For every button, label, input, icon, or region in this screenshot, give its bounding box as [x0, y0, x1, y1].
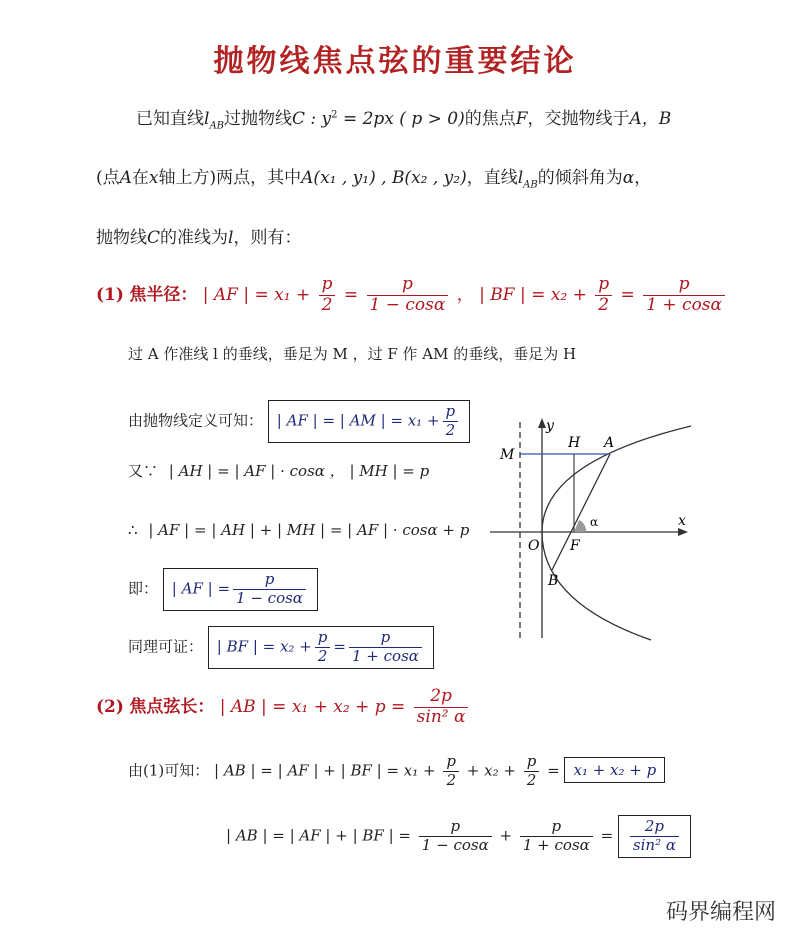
section-1-label: (1): [96, 284, 124, 305]
step-perpendiculars: 过 A 作准线 l 的垂线，垂足为 M ，过 F 作 AM 的垂线，垂足为 H: [128, 345, 577, 363]
bf-formula-lhs: | BF | = x₂ +: [479, 284, 587, 305]
intro-text: 已知直线: [136, 109, 204, 129]
x-axis-arrow-icon: [678, 528, 688, 536]
x-axis-name: x: [148, 168, 159, 188]
intro-text: ，则有：: [233, 228, 302, 248]
boxed-af-am: | AF | = | AM | = x₁ + $\frac{p}{2}$: [268, 400, 470, 443]
boxed-bf-result: | BF | = x₂ + $\frac{p}{2}$ = $\frac{p}{1 + \cos\alpha}$: [208, 626, 434, 669]
parabola-diagram: [486, 412, 696, 650]
intro-text: ，交抛物线于: [527, 109, 630, 129]
intro-text: 在: [131, 168, 149, 188]
boxed-x1-x2-p: x₁ + x₂ + p: [564, 757, 665, 783]
intro-line-2: (点A在x轴上方)两点，其中A(x₁ , y₁) , B(x₂ , y₂)，直线$l_{AB}$的倾斜角为α，: [96, 168, 652, 191]
ab-formula-lhs: | AB | = x₁ + x₂ + p =: [219, 696, 406, 717]
y-axis-label: y: [546, 418, 554, 434]
point-b-label: B: [548, 573, 559, 589]
point-m-label: M: [500, 447, 515, 463]
watermark: 码界编程网: [665, 900, 776, 925]
fraction-p-over-2: $\frac{p}{2}$: [595, 276, 612, 315]
step-definition: 由抛物线定义可知： | AF | = | AM | = x₁ + $\frac{p}{2}$: [128, 400, 470, 443]
intro-text: 的焦点: [464, 109, 516, 129]
fraction-2p-over-sin2: $\frac{2p}{\text{sin² α}}$: [414, 688, 469, 727]
step-because: 又∵ | AH | = | AF | · cosα ， | MH | = p: [128, 462, 430, 480]
intro-line-3: [96, 223, 301, 248]
coords: A(x₁ , y₁) , B(x₂ , y₂): [301, 168, 467, 188]
intro-text: 过抛物线: [224, 109, 293, 129]
page-title: 抛物线焦点弦的重要结论: [213, 44, 577, 79]
point-a-label: A: [604, 435, 615, 451]
fraction-p-over-1-minus-cos: $\frac{p}{1 - \cos\alpha}$: [367, 276, 449, 315]
line-subscript: AB: [209, 120, 225, 132]
step-ab-trig: | AB | = | AF | + | BF | = $\frac{p}{1 - \cos\alpha}$ + $\frac{p}{1 + \cos\alpha}$ = $\frac{2p}{\text{sin² α}}$: [226, 815, 691, 858]
boxed-2p-over-sin2: $\frac{2p}{\text{sin² α}}$: [618, 815, 691, 858]
focus-f: F: [515, 109, 528, 129]
line-l: l: [517, 168, 524, 188]
parabola-curve: [542, 426, 691, 640]
section-2-title: 焦点弦长：: [129, 696, 215, 717]
focal-chord: [552, 454, 610, 570]
intro-text: 抛物线: [96, 228, 147, 248]
intro-text: 轴上方)两点，其中: [158, 168, 302, 188]
section-2-heading: [96, 688, 471, 727]
step-result-af: 即： | AF | = $\frac{p}{1 - \cos\alpha}$: [128, 568, 318, 611]
fraction-p-over-1-plus-cos: $\frac{p}{1 + \cos\alpha}$: [643, 276, 725, 315]
intro-text: 的倾斜角为: [537, 168, 623, 188]
section-2-label: (2): [96, 696, 124, 717]
parabola-eq: C : y: [292, 109, 332, 129]
point-a: A: [119, 168, 132, 188]
af-formula-lhs: | AF | = x₁ +: [202, 284, 311, 305]
section-1-heading: (1) 焦半径： | AF | = x₁ + $\frac{p}{2}$ = $\frac{p}{1 - \cos\alpha}$ ， | BF | = x₂ + $\frac{p}{2}$ = $\frac{p}{1 + \cos\alpha}$: [96, 276, 728, 315]
line-subscript: AB: [523, 179, 538, 191]
origin-label: O: [528, 538, 540, 554]
intro-text: 的准线为: [160, 228, 229, 248]
boxed-af-result: | AF | = $\frac{p}{1 - \cos\alpha}$: [163, 568, 318, 611]
intro-line-1: [136, 104, 671, 131]
section-1-title: 焦半径：: [129, 284, 198, 305]
points-ab: A，B: [629, 109, 672, 129]
focus-label: F: [570, 538, 580, 554]
point-h-label: H: [568, 435, 581, 451]
line-l: l: [204, 109, 210, 129]
x-axis-label: x: [678, 513, 686, 529]
curve-c: C: [147, 228, 161, 248]
intro-text: ，直线: [466, 168, 518, 188]
fraction-p-over-2: $\frac{p}{2}$: [319, 276, 336, 315]
eq-exponent: 2: [331, 109, 338, 121]
angle-alpha: α: [622, 168, 635, 188]
intro-text: (点: [96, 168, 120, 188]
y-axis-arrow-icon: [538, 418, 546, 428]
step-ab-sum: 由(1)可知： | AB | = | AF | + | BF | = x₁ + $\frac{p}{2}$ + x₂ + $\frac{p}{2}$ = x₁ + x₂ + p: [128, 754, 665, 789]
directrix-l: l: [228, 228, 234, 248]
step-therefore: ∴ | AF | = | AH | + | MH | = | AF | · cosα + p: [128, 521, 470, 539]
step-result-bf: 同理可证： | BF | = x₂ + $\frac{p}{2}$ = $\frac{p}{1 + \cos\alpha}$: [128, 626, 434, 669]
parabola-eq-rest: = 2px ( p > 0): [337, 109, 465, 129]
alpha-label: α: [590, 515, 599, 529]
